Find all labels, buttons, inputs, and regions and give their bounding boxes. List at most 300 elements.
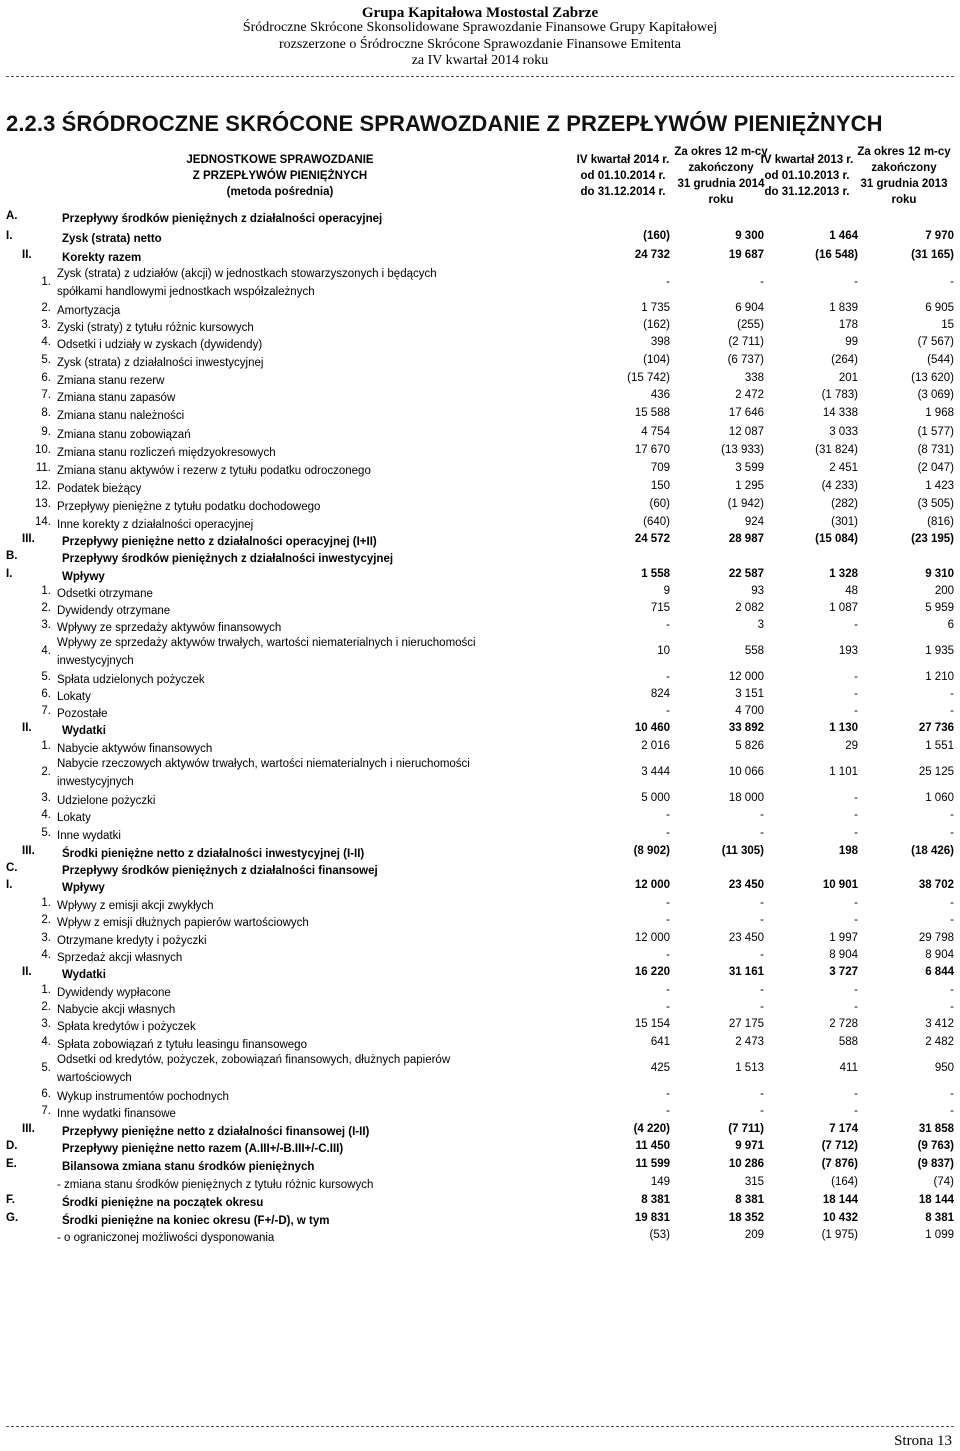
row-value-col-3: -	[854, 792, 858, 804]
row-number: 4.	[41, 645, 51, 657]
row-value-col-2: 8 381	[735, 1194, 764, 1206]
row-value-col-4: (816)	[927, 516, 954, 528]
row-value-col-2: 315	[744, 1176, 764, 1188]
row-number: 1.	[41, 276, 51, 288]
row-number: 7.	[41, 1105, 51, 1117]
col-head-q4-2014: IV kwartał 2014 r. od 01.10.2014 r. do 31.12.2014 r.	[576, 154, 670, 198]
row-value-col-3: -	[854, 1105, 858, 1117]
row-value-col-3: (1 975)	[821, 1229, 858, 1241]
row-section-label: B.	[6, 550, 18, 562]
row-value-col-2: 22 587	[728, 568, 764, 580]
row-description: Odsetki i udziały w zyskach (dywidendy)	[57, 339, 263, 351]
row-value-col-4: -	[950, 897, 954, 909]
row-value-col-3: 411	[839, 1062, 858, 1074]
row-value-col-4: 25 125	[918, 766, 954, 778]
row-value-col-1: (104)	[643, 354, 670, 366]
row-value-col-3: 7 174	[829, 1123, 858, 1135]
row-value-col-3: 2 728	[829, 1018, 858, 1030]
row-value-col-3: 3 727	[829, 966, 858, 978]
row-number: 2.	[41, 914, 51, 926]
row-value-col-2: -	[760, 914, 764, 926]
row-description: Lokaty	[57, 812, 91, 824]
row-description: Przepływy pieniężne z tytułu podatku dochodowego	[57, 501, 321, 513]
row-value-col-4: -	[950, 827, 954, 839]
row-number: 1.	[41, 984, 51, 996]
row-value-col-3: -	[854, 984, 858, 996]
header-divider	[6, 76, 954, 77]
row-value-col-1: 715	[650, 602, 670, 614]
row-value-col-4: (9 837)	[917, 1158, 954, 1170]
row-description: Środki pieniężne na początek okresu	[62, 1197, 264, 1209]
row-section-label: III.	[22, 845, 35, 857]
report-line-2: rozszerzone o Śródroczne Skrócone Sprawozdanie Finansowe Emitenta	[279, 37, 681, 52]
row-number: 6.	[41, 372, 51, 384]
row-number: 1.	[41, 740, 51, 752]
row-value-col-4: 6 844	[925, 966, 954, 978]
row-value-col-4: 6 905	[925, 302, 954, 314]
row-value-col-2: 1 295	[735, 480, 764, 492]
row-value-col-1: (8 902)	[633, 845, 670, 857]
row-description: Sprzedaż akcji własnych	[57, 952, 183, 964]
row-value-col-1: -	[666, 827, 670, 839]
row-value-col-1: -	[666, 949, 670, 961]
row-number: 1.	[41, 897, 51, 909]
row-value-col-2: (1 942)	[727, 498, 764, 510]
row-value-col-2: 93	[751, 585, 764, 597]
row-description: Otrzymane kredyty i pożyczki	[57, 935, 207, 947]
row-value-col-1: -	[666, 1001, 670, 1013]
row-description: Przepływy środków pieniężnych z działalności operacyjnej	[62, 213, 383, 225]
row-value-col-3: (7 876)	[821, 1158, 858, 1170]
row-description: Zmiana stanu zobowiązań	[57, 429, 191, 441]
row-value-col-4: (3 069)	[917, 389, 954, 401]
row-value-col-1: 436	[650, 389, 670, 401]
row-description: Pozostałe	[57, 708, 108, 720]
row-value-col-1: 15 588	[634, 407, 670, 419]
row-value-col-3: (264)	[831, 354, 858, 366]
row-value-col-3: 3 033	[829, 426, 858, 438]
row-value-col-2: (255)	[737, 319, 764, 331]
row-value-col-4: 27 736	[918, 722, 954, 734]
row-value-col-2: (2 711)	[728, 336, 764, 348]
row-value-col-2: 558	[744, 645, 764, 657]
row-description: Korekty razem	[62, 252, 142, 264]
row-value-col-2: 31 161	[728, 966, 764, 978]
row-section-label: II.	[22, 966, 32, 978]
row-section-label: I.	[6, 230, 13, 242]
row-section-label: I.	[6, 568, 13, 580]
row-description: Lokaty	[57, 691, 91, 703]
row-value-col-1: 9	[663, 585, 670, 597]
row-value-col-2: 17 646	[728, 407, 764, 419]
row-description: Zmiana stanu należności	[57, 410, 185, 422]
row-value-col-4: 18 144	[918, 1194, 954, 1206]
row-value-col-3: (301)	[831, 516, 858, 528]
row-value-col-1: 10	[657, 645, 670, 657]
row-value-col-1: (162)	[643, 319, 670, 331]
col-head-q4-2013: IV kwartał 2013 r. od 01.10.2013 r. do 31.12.2013 r.	[760, 154, 854, 198]
row-description: Wpływy z emisji akcji zwykłych	[57, 900, 214, 912]
row-description: Środki pieniężne na koniec okresu (F+/-D), w tym	[62, 1215, 330, 1227]
row-value-col-3: 1 101	[829, 766, 858, 778]
row-value-col-1: -	[666, 809, 670, 821]
row-value-col-3: 48	[845, 585, 858, 597]
row-description: Wpływy	[62, 882, 105, 894]
col-head-12m-2014: Za okres 12 m-cy zakończony 31 grudnia 2014 roku	[674, 146, 768, 206]
row-value-col-2: 6 904	[735, 302, 764, 314]
row-value-col-3: -	[854, 1088, 858, 1100]
row-section-label: II.	[22, 249, 32, 261]
row-value-col-2: (13 933)	[721, 444, 764, 456]
row-value-col-1: 425	[650, 1062, 670, 1074]
row-value-col-3: 18 144	[822, 1194, 858, 1206]
row-value-col-3: -	[854, 705, 858, 717]
row-value-col-4: 8 904	[925, 949, 954, 961]
row-value-col-1: 19 831	[634, 1212, 670, 1224]
row-number: 6.	[41, 688, 51, 700]
row-section-label: E.	[6, 1158, 17, 1170]
row-value-col-3: -	[854, 897, 858, 909]
row-value-col-4: (13 620)	[911, 372, 954, 384]
row-value-col-1: 824	[650, 688, 670, 700]
row-number: 2.	[41, 602, 51, 614]
row-description: Udzielone pożyczki	[57, 795, 156, 807]
row-value-col-1: 641	[650, 1036, 670, 1048]
row-value-col-1: -	[666, 914, 670, 926]
row-value-col-1: 8 381	[641, 1194, 670, 1206]
row-value-col-4: 29 798	[918, 932, 954, 944]
row-value-col-4: 8 381	[925, 1212, 954, 1224]
row-value-col-4: (74)	[933, 1176, 954, 1188]
row-value-col-1: -	[666, 897, 670, 909]
row-description: Spłata zobowiązań z tytułu leasingu finansowego	[57, 1039, 307, 1051]
row-value-col-1: (640)	[643, 516, 670, 528]
row-value-col-1: 11 450	[635, 1140, 670, 1152]
row-description: Zmiana stanu rozliczeń międzyokresowych	[57, 447, 276, 459]
row-value-col-1: 2 016	[641, 740, 670, 752]
row-value-col-1: -	[666, 705, 670, 717]
row-value-col-1: 398	[650, 336, 670, 348]
row-description: Zmiana stanu aktywów i rezerw z tytułu podatku odroczonego	[57, 465, 371, 477]
row-value-col-1: -	[666, 276, 670, 288]
row-value-col-1: (4 220)	[633, 1123, 670, 1135]
row-description: Inne wydatki	[57, 830, 121, 842]
row-description: Zysk (strata) z udziałów (akcji) w jednostkach stowarzyszonych i będących spółkami handlowymi jednostkach współzależnych	[57, 268, 437, 298]
row-value-col-3: 1 997	[829, 932, 858, 944]
row-value-col-4: 7 970	[925, 230, 954, 242]
row-value-col-2: 924	[744, 516, 764, 528]
row-value-col-2: 2 472	[735, 389, 764, 401]
row-number: 2.	[41, 766, 51, 778]
row-value-col-4: 38 702	[918, 879, 954, 891]
row-value-col-3: 10 901	[822, 879, 858, 891]
row-value-col-2: 23 450	[728, 932, 764, 944]
row-number: 14.	[35, 516, 51, 528]
row-number: 2.	[41, 1001, 51, 1013]
row-description: Zysk (strata) z działalności inwestycyjnej	[57, 357, 264, 369]
row-value-col-3: 1 464	[829, 230, 858, 242]
row-description: Dywidendy wypłacone	[57, 987, 171, 999]
row-value-col-1: 16 220	[634, 966, 670, 978]
row-value-col-3: -	[854, 1001, 858, 1013]
row-number: 7.	[41, 389, 51, 401]
row-value-col-4: (7 567)	[917, 336, 954, 348]
row-value-col-2: 33 892	[728, 722, 764, 734]
row-section-label: II.	[22, 722, 32, 734]
row-value-col-3: 10 432	[822, 1212, 858, 1224]
row-number: 3.	[41, 1018, 51, 1030]
row-value-col-1: 12 000	[634, 932, 670, 944]
col-head-description: JEDNOSTKOWE SPRAWOZDANIE Z PRZEPŁYWÓW PIENIĘŻNYCH (metoda pośrednia)	[186, 154, 374, 198]
row-section-label: III.	[22, 1123, 35, 1135]
row-description: Zmiana stanu rezerw	[57, 375, 165, 387]
row-value-col-4: -	[950, 809, 954, 821]
row-value-col-2: 4 700	[735, 705, 764, 717]
row-description: Przepływy środków pieniężnych z działalności inwestycyjnej	[62, 553, 394, 565]
row-value-col-4: -	[950, 276, 954, 288]
row-description: Odsetki od kredytów, pożyczek, zobowiązań finansowych, dłużnych papierów wartościowych	[57, 1054, 451, 1084]
row-value-col-3: (16 548)	[815, 249, 858, 261]
row-description: Amortyzacja	[57, 305, 121, 317]
row-description: Nabycie akcji własnych	[57, 1004, 176, 1016]
row-description: Przepływy pieniężne netto z działalności finansowej (I-II)	[62, 1126, 370, 1138]
row-number: 4.	[41, 1036, 51, 1048]
row-description: Podatek bieżący	[57, 483, 142, 495]
row-value-col-4: (544)	[927, 354, 954, 366]
row-value-col-4: 3 412	[925, 1018, 954, 1030]
row-value-col-1: -	[666, 1088, 670, 1100]
row-value-col-4: 15	[941, 319, 954, 331]
row-value-col-3: 1 328	[829, 568, 858, 580]
row-description: Przepływy pieniężne netto razem (A.III+/-B.III+/-C.III)	[62, 1143, 344, 1155]
row-number: 10.	[35, 444, 51, 456]
row-description: Wydatki	[62, 725, 106, 737]
row-value-col-4: 1 423	[925, 480, 954, 492]
row-value-col-1: 24 572	[634, 533, 670, 545]
row-number: 2.	[41, 302, 51, 314]
row-value-col-3: 2 451	[829, 462, 858, 474]
row-value-col-3: -	[854, 688, 858, 700]
row-value-col-2: -	[760, 276, 764, 288]
row-value-col-3: 193	[838, 645, 858, 657]
col-head-12m-2013: Za okres 12 m-cy zakończony 31 grudnia 2013 roku	[857, 146, 951, 206]
row-value-col-2: 9 300	[735, 230, 764, 242]
row-value-col-3: 8 904	[829, 949, 858, 961]
company-name: Grupa Kapitałowa Mostostal Zabrze	[361, 5, 599, 21]
row-number: 5.	[41, 1062, 51, 1074]
row-number: 13.	[35, 498, 51, 510]
row-value-col-2: -	[760, 827, 764, 839]
row-value-col-3: 178	[838, 319, 858, 331]
row-number: 3.	[41, 619, 51, 631]
row-number: 8.	[41, 407, 51, 419]
row-value-col-4: 950	[934, 1062, 954, 1074]
row-number: 7.	[41, 705, 51, 717]
row-section-label: G.	[6, 1212, 19, 1224]
row-value-col-4: (1 577)	[917, 426, 954, 438]
row-section-label: I.	[6, 879, 13, 891]
row-description: Wpływy ze sprzedaży aktywów trwałych, wartości niematerialnych i nieruchomości inwestycyjnych	[57, 637, 476, 667]
row-number: 5.	[41, 671, 51, 683]
row-value-col-2: 28 987	[728, 533, 764, 545]
row-value-col-3: 1 087	[829, 602, 858, 614]
page-number: Strona 13	[894, 1433, 952, 1449]
row-description: Wydatki	[62, 969, 106, 981]
report-period: za IV kwartał 2014 roku	[411, 53, 549, 68]
row-value-col-1: (160)	[643, 230, 670, 242]
row-value-col-3: (1 783)	[821, 389, 858, 401]
row-value-col-2: 3 151	[735, 688, 764, 700]
row-value-col-4: 1 935	[925, 645, 954, 657]
row-description: Środki pieniężne netto z działalności inwestycyjnej (I-II)	[62, 848, 365, 860]
row-value-col-2: -	[760, 809, 764, 821]
row-value-col-2: 12 087	[728, 426, 764, 438]
footer-divider	[6, 1426, 954, 1427]
row-value-col-2: 2 473	[735, 1036, 764, 1048]
row-value-col-4: (18 426)	[911, 845, 954, 857]
row-value-col-2: 5 826	[735, 740, 764, 752]
row-value-col-1: 1 558	[641, 568, 670, 580]
row-value-col-1: 150	[650, 480, 670, 492]
row-value-col-3: -	[854, 809, 858, 821]
row-number: 3.	[41, 932, 51, 944]
row-value-col-3: 1 130	[829, 722, 858, 734]
row-value-col-2: 2 082	[735, 602, 764, 614]
section-title: 2.2.3 ŚRÓDROCZNE SKRÓCONE SPRAWOZDANIE Z PRZEPŁYWÓW PIENIĘŻNYCH	[6, 111, 883, 136]
row-description: Przepływy środków pieniężnych z działalności finansowej	[62, 865, 378, 877]
row-value-col-4: (23 195)	[911, 533, 954, 545]
row-description: Zmiana stanu zapasów	[57, 392, 176, 404]
row-value-col-1: 149	[650, 1176, 670, 1188]
row-value-col-3: -	[854, 827, 858, 839]
row-section-label: A.	[6, 210, 18, 222]
row-number: 4.	[41, 336, 51, 348]
row-value-col-2: 10 286	[728, 1158, 764, 1170]
row-value-col-3: -	[854, 276, 858, 288]
row-value-col-1: 11 599	[635, 1158, 670, 1170]
row-value-col-1: 17 670	[634, 444, 670, 456]
row-value-col-4: -	[950, 688, 954, 700]
row-value-col-1: -	[666, 984, 670, 996]
row-value-col-4: (2 047)	[917, 462, 954, 474]
row-value-col-2: (6 737)	[727, 354, 764, 366]
row-description: Wpływ z emisji dłużnych papierów wartościowych	[57, 917, 309, 929]
row-value-col-2: 1 513	[735, 1062, 764, 1074]
row-number: 12.	[35, 480, 51, 492]
row-value-col-3: 14 338	[822, 407, 858, 419]
report-line-1: Śródroczne Skrócone Skonsolidowane Sprawozdanie Finansowe Grupy Kapitałowej	[242, 20, 718, 35]
row-value-col-3: 99	[845, 336, 858, 348]
row-value-col-4: -	[950, 1105, 954, 1117]
row-value-col-2: (7 711)	[728, 1123, 764, 1135]
row-value-col-3: (7 712)	[821, 1140, 858, 1152]
row-value-col-2: 18 000	[728, 792, 764, 804]
row-value-col-1: (53)	[649, 1229, 670, 1241]
row-value-col-1: 5 000	[641, 792, 670, 804]
row-description: - zmiana stanu środków pieniężnych z tytułu różnic kursowych	[57, 1179, 374, 1191]
row-value-col-1: 24 732	[634, 249, 670, 261]
row-value-col-1: (15 742)	[627, 372, 670, 384]
row-value-col-4: 1 551	[925, 740, 954, 752]
row-value-col-2: 209	[744, 1229, 764, 1241]
row-value-col-2: -	[760, 1088, 764, 1100]
row-number: 6.	[41, 1088, 51, 1100]
row-number: 4.	[41, 949, 51, 961]
row-value-col-1: 12 000	[634, 879, 670, 891]
row-number: 1.	[41, 585, 51, 597]
row-value-col-2: 3 599	[735, 462, 764, 474]
row-value-col-1: (60)	[649, 498, 670, 510]
row-value-col-1: 15 154	[634, 1018, 670, 1030]
row-value-col-2: -	[760, 949, 764, 961]
row-value-col-1: 3 444	[641, 766, 670, 778]
row-value-col-2: (11 305)	[721, 845, 764, 857]
row-value-col-3: 29	[845, 740, 858, 752]
row-section-label: III.	[22, 533, 35, 545]
row-value-col-1: 10 460	[634, 722, 670, 734]
row-number: 5.	[41, 827, 51, 839]
row-value-col-2: 12 000	[728, 671, 764, 683]
row-description: Nabycie rzeczowych aktywów trwałych, wartości niematerialnych i nieruchomości inwestycyjnych	[57, 758, 470, 788]
row-value-col-4: -	[950, 914, 954, 926]
row-value-col-4: 200	[934, 585, 954, 597]
row-value-col-4: 9 310	[925, 568, 954, 580]
row-value-col-3: 198	[838, 845, 858, 857]
row-value-col-4: -	[950, 984, 954, 996]
row-section-label: F.	[6, 1194, 15, 1206]
row-value-col-2: 338	[744, 372, 764, 384]
row-value-col-4: (9 763)	[917, 1140, 954, 1152]
row-value-col-2: -	[760, 1001, 764, 1013]
row-value-col-2: 10 066	[728, 766, 764, 778]
row-value-col-4: 2 482	[925, 1036, 954, 1048]
row-value-col-2: -	[760, 897, 764, 909]
row-value-col-4: 1 210	[925, 671, 954, 683]
row-value-col-3: (4 233)	[821, 480, 858, 492]
row-value-col-3: -	[854, 671, 858, 683]
row-description: Odsetki otrzymane	[57, 588, 153, 600]
row-value-col-2: 23 450	[728, 879, 764, 891]
row-value-col-3: (31 824)	[815, 444, 858, 456]
row-value-col-2: 27 175	[728, 1018, 764, 1030]
row-number: 3.	[41, 319, 51, 331]
row-value-col-3: (15 084)	[815, 533, 858, 545]
row-description: Inne korekty z działalności operacyjnej	[57, 519, 254, 531]
row-description: Wpływy	[62, 571, 105, 583]
row-number: 9.	[41, 426, 51, 438]
row-description: Wykup instrumentów pochodnych	[57, 1091, 229, 1103]
row-value-col-2: -	[760, 1105, 764, 1117]
row-value-col-2: -	[760, 984, 764, 996]
row-number: 5.	[41, 354, 51, 366]
row-value-col-4: 31 858	[918, 1123, 954, 1135]
row-value-col-2: 9 971	[735, 1140, 764, 1152]
row-section-label: C.	[6, 862, 18, 874]
row-value-col-1: -	[666, 619, 670, 631]
row-value-col-2: 19 687	[728, 249, 764, 261]
row-description: Inne wydatki finansowe	[57, 1108, 176, 1120]
row-value-col-1: -	[666, 671, 670, 683]
row-number: 3.	[41, 792, 51, 804]
row-value-col-4: (3 505)	[917, 498, 954, 510]
row-value-col-4: (8 731)	[917, 444, 954, 456]
row-description: Wpływy ze sprzedaży aktywów finansowych	[57, 622, 282, 634]
row-value-col-4: 6	[947, 619, 954, 631]
row-value-col-1: 4 754	[641, 426, 670, 438]
row-value-col-4: 5 959	[925, 602, 954, 614]
row-description: Spłata udzielonych pożyczek	[57, 674, 205, 686]
row-value-col-3: (282)	[831, 498, 858, 510]
